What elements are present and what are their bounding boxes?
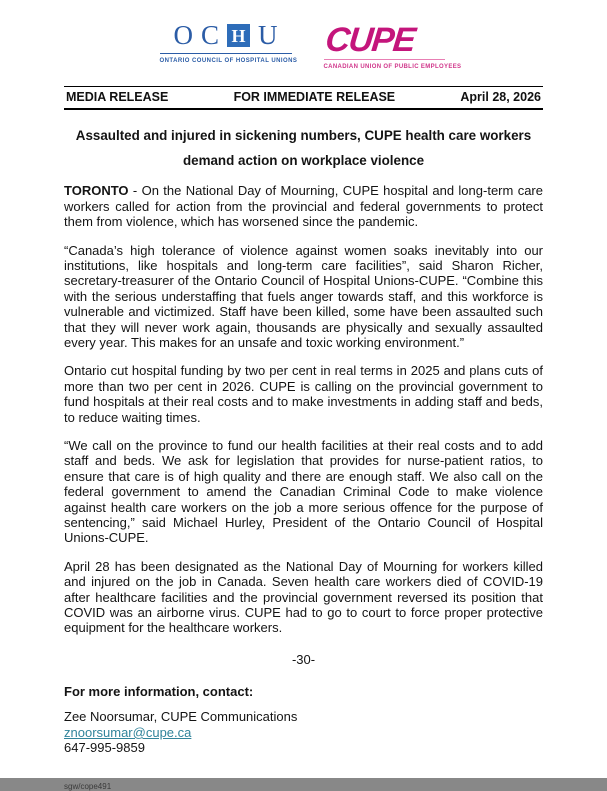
- cupe-wordmark: CUPE: [323, 21, 416, 59]
- contact-heading: For more information, contact:: [64, 683, 254, 699]
- ochu-h-mark-icon: H: [227, 24, 250, 47]
- cupe-rule: [324, 59, 445, 60]
- cupe-tagline: CANADIAN UNION OF PUBLIC EMPLOYEES: [323, 64, 462, 71]
- immediate-release-label: FOR IMMEDIATE RELEASE: [233, 90, 396, 105]
- release-body: [64, 183, 543, 636]
- media-release-label: MEDIA RELEASE: [66, 90, 169, 105]
- ochu-letter-o: O: [173, 20, 193, 50]
- body-paragraph-2: “Canada’s high tolerance of violence against women soaks inevitably into our institutions, like hospitals and long-term care facilities”, said Sharon Richer, secretary-treasurer of the Ontario Council of Hospital Unions-CUPE. “Combine this with the serious understaffing that fuels anger towards staff, and this workforce is vulnerable and victimized. Staff have been killed, some have been assaulted such that they will never work again, thousands are physically and sexually assaulted every year. This makes for an unsafe and toxic working environment.”: [64, 242, 543, 350]
- doc-reference: [64, 782, 543, 791]
- ochu-logo: [159, 20, 298, 64]
- dateline: TORONTO: [64, 183, 129, 199]
- body-paragraph-4: “We call on the province to fund our health facilities at their real costs and to add staff and beds. We ask for legislation that provides for nurse-patient ratios, to ensure that care is of high quality and there are enough staff. We also call on the federal government to amend the Canadian Criminal Code to make violence against health care workers on the job a more serious offence for the purpose of sentencing,” said Michael Hurley, President of the Ontario Council of Hospital Unions-CUPE.: [64, 437, 543, 546]
- release-date: April 28, 2026: [460, 90, 541, 105]
- ochu-letter-c: C: [200, 20, 219, 50]
- release-bar: [64, 86, 543, 110]
- contact-block: [64, 684, 543, 756]
- doc-reference-code: /cope491: [78, 781, 112, 791]
- contact-phone: 647-995-9859: [64, 740, 145, 756]
- body-paragraph-3: Ontario cut hospital funding by two per cent in real terms in 2025 and plans cuts of more than two per cent in 2026. CUPE is calling on the provincial government to fund hospitals at their real costs and to make investments in adding staff and beds, to reduce waiting times.: [64, 363, 543, 425]
- end-marker: -30-: [291, 651, 316, 667]
- headline-line-2: demand action on workplace violence: [182, 153, 425, 169]
- headline-line-1: Assaulted and injured in sickening numbers, CUPE health care workers: [75, 128, 532, 144]
- contact-email-link[interactable]: znoorsumar@cupe.ca: [64, 724, 192, 740]
- headline: [64, 123, 543, 173]
- body-paragraph-5: April 28 has been designated as the National Day of Mourning for workers killed and injured on the job in Canada. Seven health care workers died of COVID-19 after healthcare facilities and the provincial government reversed its position that COVID was an airborne virus. CUPE had to go to court to force proper protective equipment for the healthcare workers.: [64, 558, 543, 636]
- contact-name: Zee Noorsumar, CUPE Communications: [64, 709, 298, 725]
- body-paragraph-1: [64, 183, 543, 229]
- ochu-wordmark: [160, 22, 292, 49]
- logo-header: [64, 22, 543, 70]
- cupe-logo: [323, 21, 462, 71]
- ochu-tagline: ONTARIO COUNCIL OF HOSPITAL UNIONS: [159, 58, 298, 64]
- ochu-letter-u: U: [258, 20, 278, 50]
- doc-reference-initials: sgw: [64, 781, 79, 791]
- paragraph-text: - On the National Day of Mourning, CUPE hospital and long-term care workers called for action from the provincial and federal governments to protect them from violence, which has worsened since the pandemic.: [64, 183, 543, 230]
- ochu-rule: [160, 53, 292, 54]
